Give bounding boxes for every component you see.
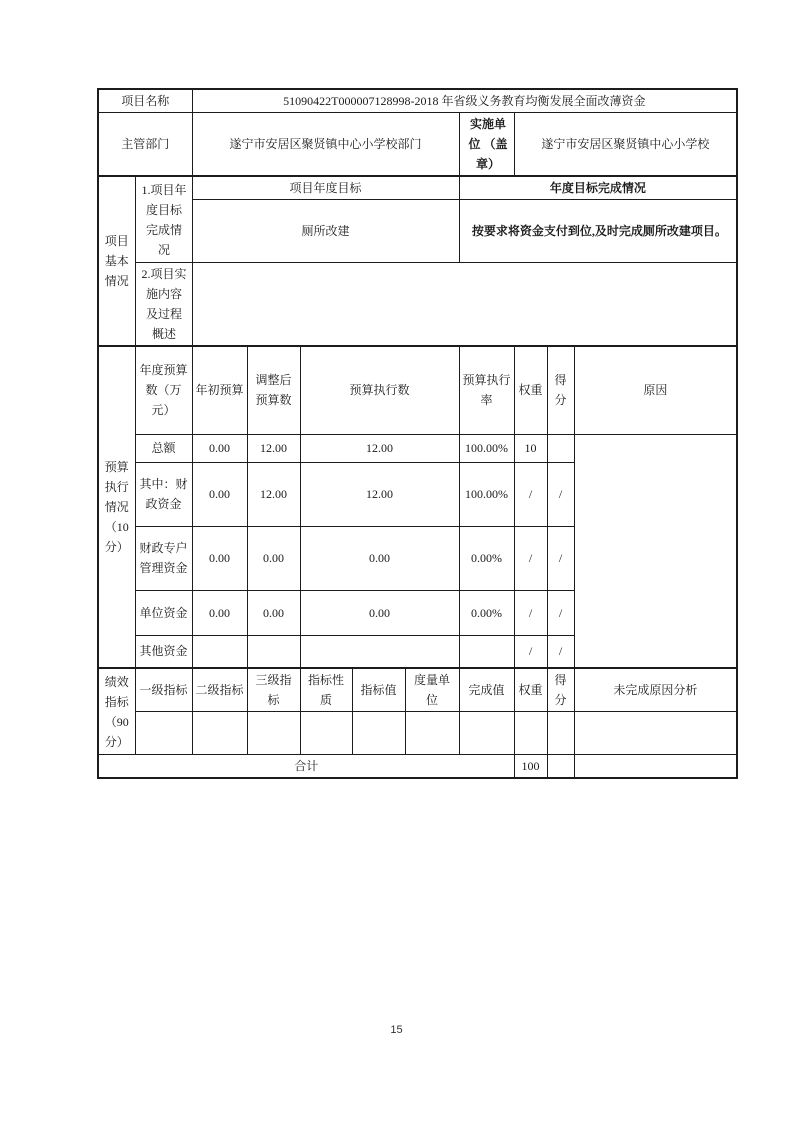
perf-header-weight: 权重 xyxy=(514,668,547,712)
budget-initial-value: 0.00 xyxy=(192,526,247,590)
perf-cell-nature xyxy=(300,712,352,755)
impl-unit-label: 实施单位 （盖章） xyxy=(459,113,514,177)
budget-weight-value: 10 xyxy=(514,434,547,462)
perf-header-target: 指标值 xyxy=(352,668,405,712)
goal-completion-header: 年度目标完成情况 xyxy=(459,176,737,200)
budget-initial-value xyxy=(192,635,247,668)
budget-weight-value: / xyxy=(514,462,547,526)
total-score-value xyxy=(547,755,574,779)
budget-rate-value: 0.00% xyxy=(459,526,514,590)
budget-header-reason: 原因 xyxy=(574,346,737,434)
table-row xyxy=(98,434,737,462)
perf-cell-analysis xyxy=(574,712,737,755)
perf-cell-level1 xyxy=(135,712,192,755)
budget-row-label: 其他资金 xyxy=(135,635,192,668)
budget-header-adjusted: 调整后预算数 xyxy=(247,346,300,434)
table-row xyxy=(98,89,737,113)
dept-value: 遂宁市安居区聚贤镇中心小学校部门 xyxy=(192,113,459,177)
budget-executed-value: 12.00 xyxy=(300,462,459,526)
budget-adjusted-value: 0.00 xyxy=(247,590,300,635)
budget-adjusted-value xyxy=(247,635,300,668)
table-row xyxy=(98,346,737,434)
total-weight-value: 100 xyxy=(514,755,547,779)
perf-header-level3: 三级指标 xyxy=(247,668,300,712)
budget-weight-value: / xyxy=(514,526,547,590)
impl-unit-value: 遂宁市安居区聚贤镇中心小学校 xyxy=(514,113,737,177)
annual-goal-header: 项目年度目标 xyxy=(192,176,459,200)
perf-cell-unit xyxy=(405,712,459,755)
budget-initial-value: 0.00 xyxy=(192,434,247,462)
annual-goal-value: 厕所改建 xyxy=(192,200,459,263)
dept-label: 主管部门 xyxy=(98,113,192,177)
budget-row-label: 其中：财政资金 xyxy=(135,462,192,526)
table-row xyxy=(98,200,737,263)
budget-executed-value: 0.00 xyxy=(300,526,459,590)
budget-section-label: 预算执行情况（10分） xyxy=(98,346,135,668)
budget-row-label: 单位资金 xyxy=(135,590,192,635)
budget-score-value xyxy=(547,434,574,462)
budget-initial-value: 0.00 xyxy=(192,462,247,526)
budget-row-label: 总额 xyxy=(135,434,192,462)
perf-cell-level3 xyxy=(247,712,300,755)
project-evaluation-table xyxy=(97,88,738,779)
budget-rate-value xyxy=(459,635,514,668)
page-number: 15 xyxy=(390,1024,403,1036)
total-note xyxy=(574,755,737,779)
goal-section-label: 1.项目年度目标完成情况 xyxy=(135,176,192,263)
budget-score-value: / xyxy=(547,590,574,635)
table-row xyxy=(98,176,737,200)
budget-adjusted-value: 12.00 xyxy=(247,434,300,462)
perf-header-unit: 度量单位 xyxy=(405,668,459,712)
budget-header-annual: 年度预算数（万元） xyxy=(135,346,192,434)
budget-executed-value: 0.00 xyxy=(300,590,459,635)
budget-weight-value: / xyxy=(514,635,547,668)
budget-row-label: 财政专户管理资金 xyxy=(135,526,192,590)
basic-info-section-label: 项目基本情况 xyxy=(98,176,135,346)
budget-rate-value: 0.00% xyxy=(459,590,514,635)
budget-executed-value: 12.00 xyxy=(300,434,459,462)
impl-section-label: 2.项目实施内容及过程概述 xyxy=(135,263,192,347)
project-name-label: 项目名称 xyxy=(98,89,192,113)
perf-header-level2: 二级指标 xyxy=(192,668,247,712)
budget-reason-value xyxy=(574,434,737,668)
impl-section-value xyxy=(192,263,737,347)
perf-cell-score xyxy=(547,712,574,755)
perf-cell-level2 xyxy=(192,712,247,755)
budget-executed-value xyxy=(300,635,459,668)
perf-cell-weight xyxy=(514,712,547,755)
goal-completion-value: 按要求将资金支付到位,及时完成厕所改建项目。 xyxy=(459,200,737,263)
budget-score-value: / xyxy=(547,462,574,526)
budget-rate-value: 100.00% xyxy=(459,462,514,526)
performance-section-label: 绩效指标（90分） xyxy=(98,668,135,755)
budget-header-rate: 预算执行率 xyxy=(459,346,514,434)
table-row xyxy=(98,113,737,177)
perf-header-analysis: 未完成原因分析 xyxy=(574,668,737,712)
table-row xyxy=(98,712,737,755)
budget-adjusted-value: 12.00 xyxy=(247,462,300,526)
budget-header-weight: 权重 xyxy=(514,346,547,434)
budget-adjusted-value: 0.00 xyxy=(247,526,300,590)
perf-header-actual: 完成值 xyxy=(459,668,514,712)
budget-score-value: / xyxy=(547,635,574,668)
budget-weight-value: / xyxy=(514,590,547,635)
perf-cell-target xyxy=(352,712,405,755)
budget-header-score: 得分 xyxy=(547,346,574,434)
perf-header-nature: 指标性质 xyxy=(300,668,352,712)
budget-rate-value: 100.00% xyxy=(459,434,514,462)
budget-score-value: / xyxy=(547,526,574,590)
budget-header-executed: 预算执行数 xyxy=(300,346,459,434)
table-row xyxy=(98,668,737,712)
budget-header-initial: 年初预算 xyxy=(192,346,247,434)
perf-header-level1: 一级指标 xyxy=(135,668,192,712)
project-name-value: 51090422T000007128998-2018 年省级义务教育均衡发展全面改薄资金 xyxy=(192,89,737,113)
perf-cell-actual xyxy=(459,712,514,755)
total-label: 合计 xyxy=(98,755,514,779)
perf-header-score: 得分 xyxy=(547,668,574,712)
table-row xyxy=(98,263,737,347)
budget-initial-value: 0.00 xyxy=(192,590,247,635)
table-row xyxy=(98,755,737,779)
